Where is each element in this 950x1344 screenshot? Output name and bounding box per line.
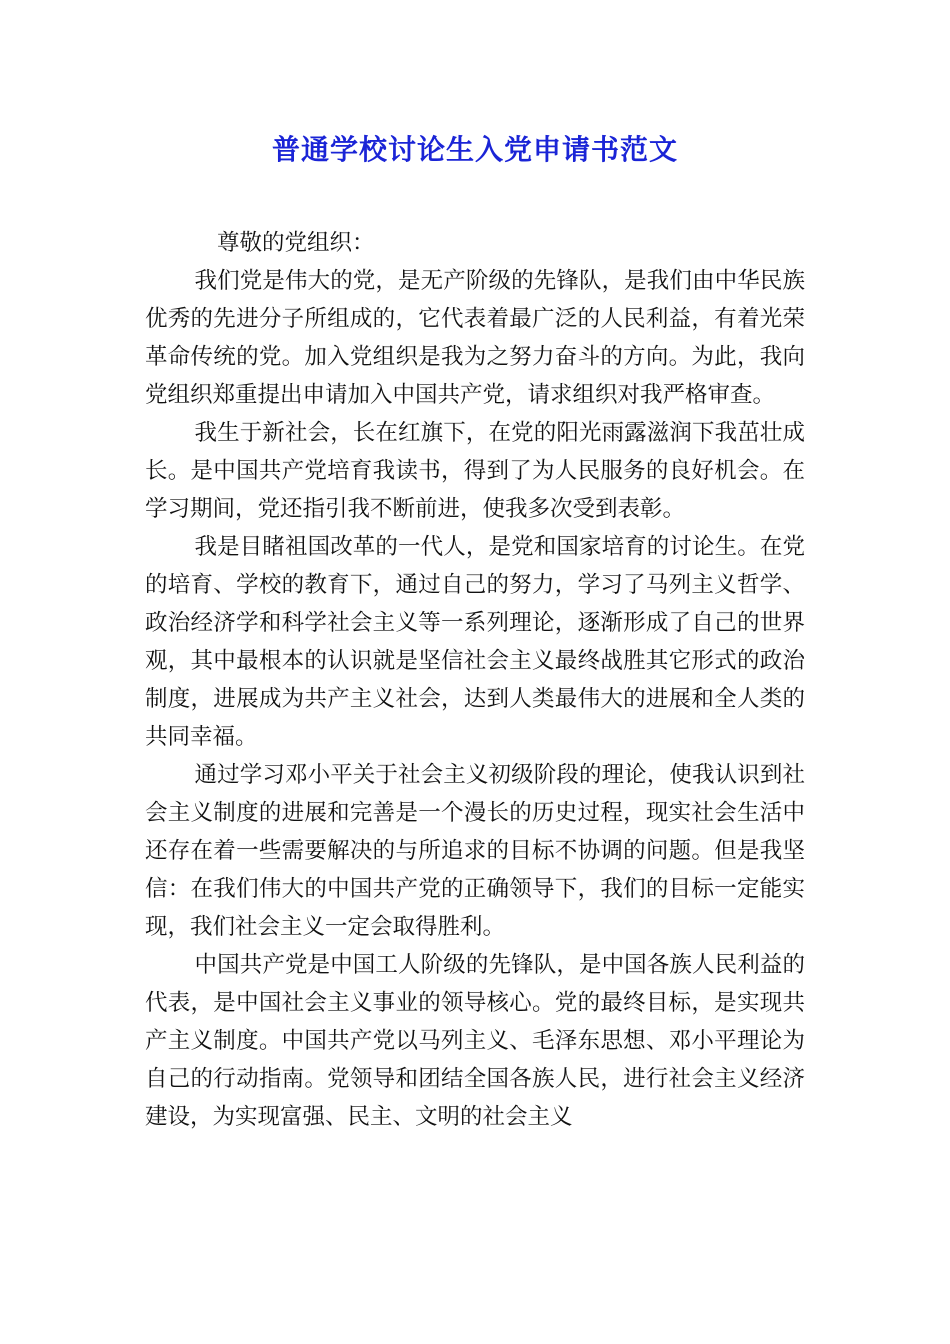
paragraph-1: 我们党是伟大的党，是无产阶级的先锋队，是我们由中华民族优秀的先进分子所组成的，它代表着最广泛的人民利益，有着光荣革命传统的党。加入党组织是我为之努力奋斗的方向。为此，我向党组织郑重提出申请加入中国共产党，请求组织对我严格审查。 (145, 268, 805, 408)
paragraph-5: 中国共产党是中国工人阶级的先锋队，是中国各族人民利益的代表，是中国社会主义事业的领导核心。党的最终目标，是实现共产主义制度。中国共产党以马列主义、毛泽东思想、邓小平理论为自己的行动指南。党领导和团结全国各族人民，进行社会主义经济建设，为实现富强、民主、文明的社会主义 (145, 952, 805, 1130)
paragraph-4: 通过学习邓小平关于社会主义初级阶段的理论，使我认识到社会主义制度的进展和完善是一个漫长的历史过程，现实社会生活中还存在着一些需要解决的与所追求的目标不协调的问题。但是我坚信：在我们伟大的中国共产党的正确领导下，我们的目标一定能实现，我们社会主义一定会取得胜利。 (145, 762, 805, 940)
document-title: 普通学校讨论生入党申请书范文 (271, 133, 678, 166)
paragraph-3: 我是目睹祖国改革的一代人，是党和国家培育的讨论生。在党的培育、学校的教育下，通过自己的努力，学习了马列主义哲学、政治经济学和科学社会主义等一系列理论，逐渐形成了自己的世界观，其中最根本的认识就是坚信社会主义最终战胜其它形式的政治制度，进展成为共产主义社会，达到人类最伟大的进展和全人类的共同幸福。 (145, 534, 805, 750)
salutation: 尊敬的党组织： (217, 230, 375, 256)
document-body (145, 224, 805, 1136)
paragraph-2: 我生于新社会，长在红旗下，在党的阳光雨露滋润下我茁壮成长。是中国共产党培育我读书，得到了为人民服务的良好机会。在学习期间，党还指引我不断前进，使我多次受到表彰。 (145, 420, 805, 522)
